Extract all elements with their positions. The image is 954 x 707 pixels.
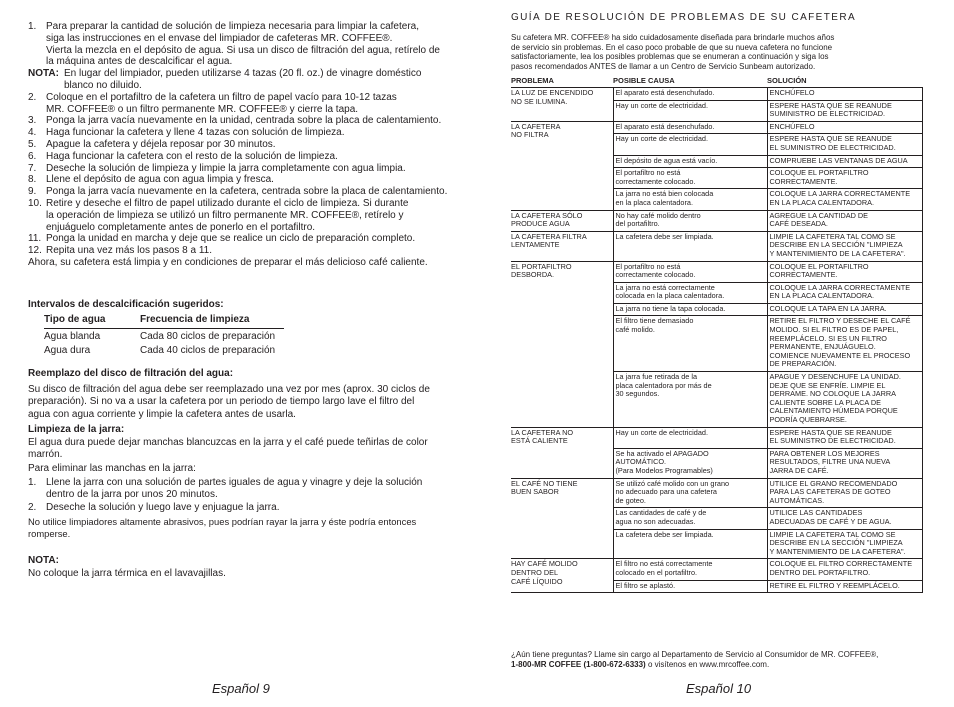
note-text: No coloque la jarra térmica en el lavavajillas. <box>28 567 226 579</box>
note-text: En lugar del limpiador, pueden utilizarse 4 tazas (20 fl. oz.) de vinagre doméstico blanco no diluido. <box>64 68 422 91</box>
solution-cell: ESPERE HASTA QUE SE REANUDE SUMINISTRO DE ELECTRICIDAD. <box>767 100 923 121</box>
table-row <box>511 261 923 282</box>
solution-cell: COLOQUE LA JARRA CORRECTAMENTE EN LA PLACA CALENTADORA. <box>767 282 923 303</box>
stain-intro: Para eliminar las manchas en la jarra: <box>28 463 196 474</box>
table-row <box>44 343 284 357</box>
cause-cell: Hay un corte de electricidad. <box>613 134 767 155</box>
problem-cell: EL PORTAFILTRO DESBORDA. <box>511 261 613 427</box>
solution-cell: ENCHÚFELO <box>767 121 923 134</box>
disc-text: Su disco de filtración del agua debe ser reemplazado una vez por mes (aprox. 30 ciclos de preparación). Si no va a usar la cafetera por un periodo de tiempo largo lave el filtro del agua con agua corriente y limpie la cafetera antes de usarla. <box>28 384 430 420</box>
col-header-problem: PROBLEMA <box>511 76 613 88</box>
cause-cell: La cafetera debe ser limpiada. <box>613 231 767 261</box>
warning-text: No utilice limpiadores altamente abrasivos, pues podrían rayar la jarra y éste podría entonces romperse. <box>28 516 417 540</box>
note-label: NOTA: <box>28 555 59 567</box>
closing-text: Ahora, su cafetera está limpia y en condiciones de preparar el más delicioso café caliente. <box>28 256 428 268</box>
page-number-right: Español 10 <box>686 681 752 696</box>
solution-cell: ESPERE HASTA QUE SE REANUDE EL SUMINISTRO DE ELECTRICIDAD. <box>767 427 923 448</box>
problem-cell: LA CAFETERA SÓLO PRODUCE AGUA <box>511 210 613 231</box>
step-number: 8. <box>28 174 37 186</box>
cause-cell: El filtro tiene demasiado café molido. <box>613 316 767 372</box>
solution-cell: UTILICE LAS CANTIDADES ADECUADAS DE CAFÉ Y DE AGUA. <box>767 508 923 529</box>
step-text: Apague la cafetera y déjela reposar por 30 minutos. <box>46 138 276 150</box>
solution-cell: COLOQUE EL PORTAFILTRO CORRECTAMENTE. <box>767 261 923 282</box>
cause-cell: La jarra no tiene la tapa colocada. <box>613 303 767 316</box>
solution-cell: COLOQUE EL FILTRO CORRECTAMENTE DENTRO DEL PORTAFILTRO. <box>767 559 923 580</box>
note-vinegar <box>28 68 448 92</box>
cause-cell: Hay un corte de electricidad. <box>613 100 767 121</box>
step-text: Ponga la jarra vacía nuevamente en la cafetera, centrada sobre la placa de calentamiento. <box>46 186 448 198</box>
step-number: 6. <box>28 150 37 162</box>
contact-web: o visítenos en www.mrcoffee.com. <box>645 660 770 669</box>
step-number: 12. <box>28 245 42 257</box>
solution-cell: ESPERE HASTA QUE SE REANUDE EL SUMINISTRO DE ELECTRICIDAD. <box>767 134 923 155</box>
col-header-solution: SOLUCIÓN <box>767 76 923 88</box>
contact-info <box>511 650 921 670</box>
table-row <box>511 427 923 448</box>
step-text: Retire y deseche el filtro de papel utilizado durante el ciclo de limpieza. Si durante la operación de limpieza se utilizó un filtro permanente MR. COFFEE®, retírelo y enjuáguelo completamente antes de ponerlo en el portafiltro. <box>46 197 409 233</box>
col-header-frequency: Frecuencia de limpieza <box>140 313 284 329</box>
contact-phone: 1-800-MR COFFEE (1-800-672-6333) <box>511 660 646 669</box>
list-item <box>28 477 448 502</box>
list-item <box>28 163 448 175</box>
list-item <box>28 151 448 163</box>
solution-cell: COLOQUE EL PORTAFILTRO CORRECTAMENTE. <box>767 168 923 189</box>
cause-cell: No hay café molido dentro del portafiltro. <box>613 210 767 231</box>
contact-line: ¿Aún tiene preguntas? Llame sin cargo al Departamento de Servicio al Consumidor de MR. COFFEE®, <box>511 650 879 659</box>
step-number: 10. <box>28 197 42 209</box>
step-number: 2. <box>28 501 37 513</box>
cause-cell: La jarra fue retirada de la placa calentadora por más de 30 segundos. <box>613 372 767 428</box>
solution-cell: APAGUE Y DESENCHUFE LA UNIDAD. DEJE QUE SE ENFRÍE. LIMPIE EL DERRAME. NO COLOQUE LA JARRA CALIENTE SOBRE LA PLACA DE CALENTAMIENTO HÚMEDA PORQUE PODRÍA QUEBRARSE. <box>767 372 923 428</box>
step-text: Llene el depósito de agua con agua limpia y fresca. <box>46 174 274 186</box>
step-text: Ponga la jarra vacía nuevamente en la unidad, centrada sobre la placa de calentamiento. <box>46 115 442 127</box>
step-number: 1. <box>28 477 37 488</box>
list-item <box>28 186 448 198</box>
cause-cell: El filtro no está correctamente colocado en el portafiltro. <box>613 559 767 580</box>
disc-heading: Reemplazo del disco de filtración del agua: <box>28 368 234 379</box>
solution-cell: COMPRUEBE LAS VENTANAS DE AGUA <box>767 155 923 168</box>
col-header-cause: POSIBLE CAUSA <box>613 76 767 88</box>
table-row <box>511 559 923 580</box>
step-number: 7. <box>28 162 37 174</box>
cause-cell: Se ha activado el APAGADO AUTOMÁTICO. (Para Modelos Programables) <box>613 448 767 478</box>
cause-cell: El portafiltro no está correctamente colocado. <box>613 261 767 282</box>
step-text: Para preparar la cantidad de solución de limpieza necesaria para limpiar la cafetera, siga las instrucciones en el envase del limpiador de cafeteras MR. COFFEE®. Vierta la mezcla en el depósito de agua. Si usa un disco de filtración del agua, retírelo de la máquina antes de descalcificar el agua. <box>46 21 440 68</box>
solution-cell: RETIRE EL FILTRO Y DESECHE EL CAFÉ MOLIDO. SI EL FILTRO ES DE PAPEL, REEMPLÁCELO. SI ES UN FILTRO PERMANENTE, ENJUÁGUELO. COMIENCE NUEVAMENTE EL PROCESO DE PREPARACIÓN. <box>767 316 923 372</box>
frequency-cell: Cada 40 ciclos de preparación <box>140 345 276 356</box>
step-text: Coloque en el portafiltro de la cafetera un filtro de papel vacío para 10-12 tazas MR. COFFEE® o un filtro permanente MR. COFFEE® y cierre la tapa. <box>46 91 397 115</box>
step-text: Deseche la solución y luego lave y enjuague la jarra. <box>46 501 280 513</box>
list-item <box>28 198 448 233</box>
right-page <box>477 0 954 707</box>
note-dishwasher <box>28 543 448 580</box>
step-number: 9. <box>28 186 37 198</box>
cause-cell: El depósito de agua está vacío. <box>613 155 767 168</box>
troubleshooting-title: GUÍA DE RESOLUCIÓN DE PROBLEMAS DE SU CAFETERA <box>511 12 857 23</box>
water-type-cell: Agua blanda <box>44 331 101 342</box>
solution-cell: COLOQUE LA TAPA EN LA JARRA. <box>767 303 923 316</box>
step-text: Repita una vez más los pasos 8 a 11. <box>46 245 213 257</box>
col-header-water-type: Tipo de agua <box>44 313 140 329</box>
solution-cell: ENCHÚFELO <box>767 88 923 101</box>
list-item <box>28 233 448 245</box>
intervals-table <box>44 313 284 357</box>
table-row <box>511 88 923 101</box>
note-label: NOTA: <box>28 68 59 80</box>
list-item <box>28 92 448 116</box>
step-number: 5. <box>28 138 37 150</box>
cause-cell: El aparato está desenchufado. <box>613 88 767 101</box>
solution-cell: COLOQUE LA JARRA CORRECTAMENTE EN LA PLACA CALENTADORA. <box>767 189 923 210</box>
table-row <box>511 231 923 261</box>
cause-cell: La jarra no está correctamente colocada en la placa calentadora. <box>613 282 767 303</box>
cause-cell: Se utilizó café molido con un grano no adecuado para una cafetera de goteo. <box>613 478 767 508</box>
list-item <box>28 502 448 514</box>
step-number: 11. <box>28 233 42 245</box>
stain-steps <box>28 477 448 514</box>
step-number: 1. <box>28 21 37 32</box>
step-number: 4. <box>28 127 37 139</box>
table-row <box>511 121 923 134</box>
cause-cell: El portafiltro no está correctamente colocado. <box>613 168 767 189</box>
solution-cell: AGREGUE LA CANTIDAD DE CAFÉ DESEADA. <box>767 210 923 231</box>
cause-cell: Hay un corte de electricidad. <box>613 427 767 448</box>
problem-cell: LA CAFETERA NO ESTÁ CALIENTE <box>511 427 613 478</box>
step-text: Llene la jarra con una solución de partes iguales de agua y vinagre y deje la solución dentro de la jarra por unos 20 minutos. <box>46 477 423 501</box>
cleaning-steps <box>28 21 448 269</box>
step-text: Ponga la unidad en marcha y deje que se realice un ciclo de preparación completo. <box>46 233 416 245</box>
list-item <box>28 115 448 127</box>
table-row <box>511 478 923 508</box>
troubleshooting-table <box>511 76 923 593</box>
step-text: Haga funcionar la cafetera con el resto de la solución de limpieza. <box>46 150 338 162</box>
problem-cell: LA CAFETERA NO FILTRA <box>511 121 613 210</box>
problem-cell: EL CAFÉ NO TIENE BUEN SABOR <box>511 478 613 559</box>
list-item <box>28 139 448 151</box>
step-text: Haga funcionar la cafetera y llene 4 tazas con solución de limpieza. <box>46 127 345 139</box>
jar-heading: Limpieza de la jarra: <box>28 424 125 435</box>
page-number-left: Español 9 <box>212 681 270 696</box>
solution-cell: RETIRE EL FILTRO Y REEMPLÁCELO. <box>767 580 923 593</box>
step-number: 3. <box>28 115 37 127</box>
solution-cell: UTILICE EL GRANO RECOMENDADO PARA LAS CAFETERAS DE GOTEO AUTOMÁTICAS. <box>767 478 923 508</box>
cause-cell: El filtro se aplastó. <box>613 580 767 593</box>
list-item <box>28 174 448 186</box>
step-number: 2. <box>28 91 37 103</box>
intervals-heading: Intervalos de descalcificación sugeridos: <box>28 299 224 310</box>
cause-cell: La jarra no está bien colocada en la placa calentadora. <box>613 189 767 210</box>
step-text: Deseche la solución de limpieza y limpie la jarra completamente con agua limpia. <box>46 162 406 174</box>
solution-cell: PARA OBTENER LOS MEJORES RESULTADOS, FILTRE UNA NUEVA JARRA DE CAFÉ. <box>767 448 923 478</box>
cause-cell: El aparato está desenchufado. <box>613 121 767 134</box>
jar-text: El agua dura puede dejar manchas blancuzcas en la jarra y el café puede teñirlas de color marrón. <box>28 437 428 461</box>
table-row <box>44 329 284 344</box>
list-item <box>28 21 448 68</box>
solution-cell: LIMPIE LA CAFETERA TAL COMO SE DESCRIBE EN LA SECCIÓN "LIMPIEZA Y MANTENIMIENTO DE LA CAFETERA". <box>767 231 923 261</box>
problem-cell: LA LUZ DE ENCENDIDO NO SE ILUMINA. <box>511 88 613 122</box>
list-item <box>28 245 448 257</box>
problem-cell: LA CAFETERA FILTRA LENTAMENTE <box>511 231 613 261</box>
cause-cell: La cafetera debe ser limpiada. <box>613 529 767 559</box>
frequency-cell: Cada 80 ciclos de preparación <box>140 331 276 342</box>
water-type-cell: Agua dura <box>44 345 91 356</box>
problem-cell: HAY CAFÉ MOLIDO DENTRO DEL CAFÉ LÍQUIDO <box>511 559 613 593</box>
table-row <box>511 210 923 231</box>
solution-cell: LIMPIE LA CAFETERA TAL COMO SE DESCRIBE EN LA SECCIÓN "LIMPIEZA Y MANTENIMIENTO DE LA CAFETERA". <box>767 529 923 559</box>
troubleshooting-intro: Su cafetera MR. COFFEE® ha sido cuidadosamente diseñada para brindarle muchos años de servicio sin problemas. En el caso poco probable de que su nueva cafetera no funcione satisfactoriamente, lea los posibles problemas que se enumeran a continuación y siga los pasos recomendados ANTES de llamar a un Centro de Servicio Sunbeam autorizado. <box>511 33 835 71</box>
cause-cell: Las cantidades de café y de agua no son adecuadas. <box>613 508 767 529</box>
list-item <box>28 127 448 139</box>
